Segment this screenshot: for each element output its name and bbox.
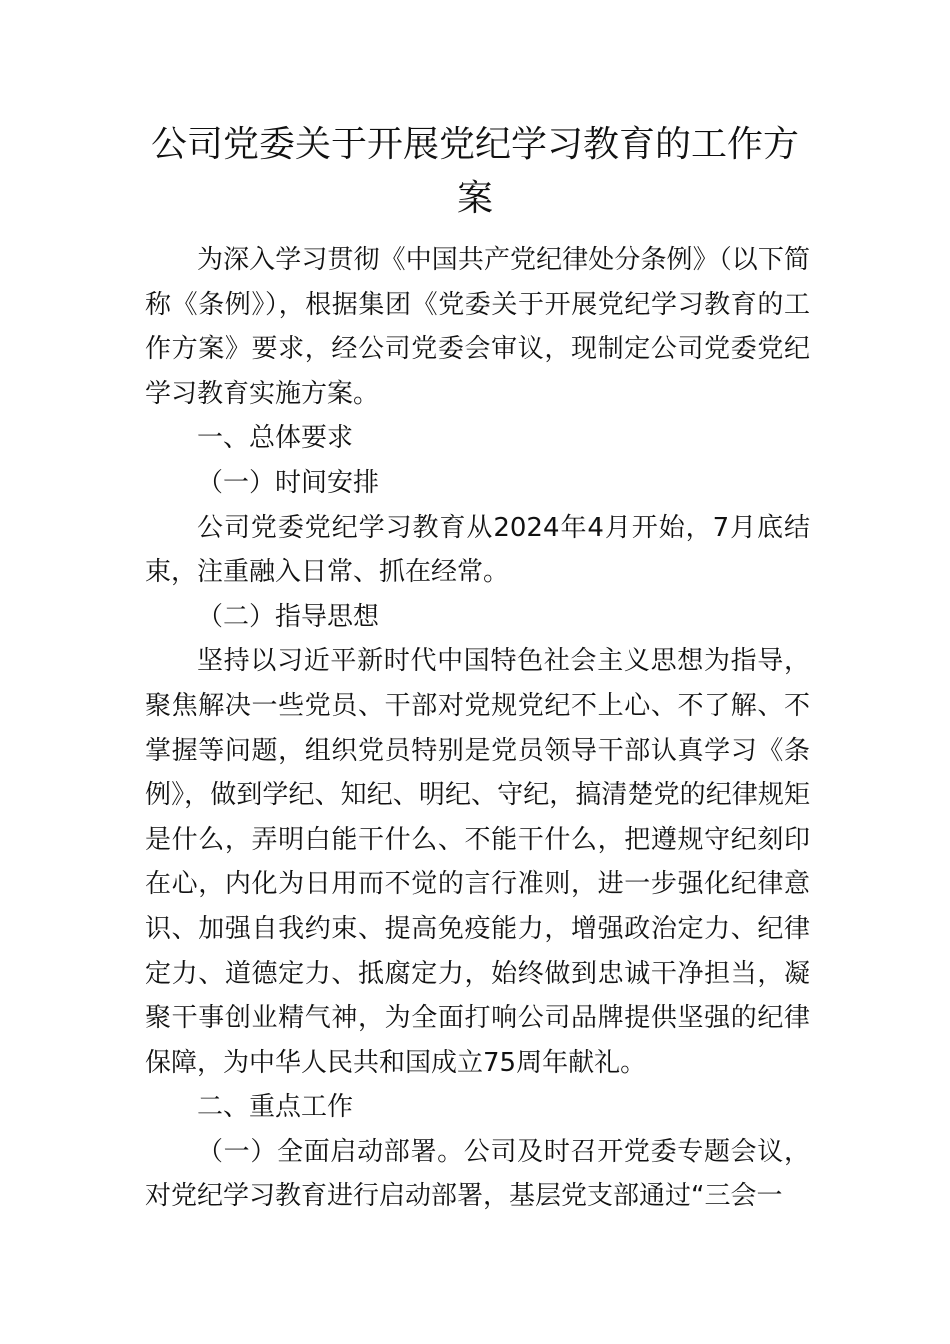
document-title: 公司党委关于开展党纪学习教育的工作方案 [150, 124, 799, 219]
heading-general-requirements: 一、总体要求 [197, 423, 354, 454]
paragraph-time-schedule: 公司党委党纪学习教育从2024年4月开始，7月底结束，注重融入日常、抓在经常。 [145, 512, 810, 588]
paragraph-guiding-thought: 坚持以习近平新时代中国特色社会主义思想为指导，聚焦解决一些党员、干部对党规党纪不上心、不了解、不掌握等问题，组织党员特别是党员领导干部认真学习《条例》，做到学纪、知纪、明纪、守纪，搞清楚党的纪律规矩是什么，弄明白能干什么、不能干什么，把遵规守纪刻印在心，内化为日用而不觉的言行准则，进一步强化纪律意识、加强自我约束、提高免疫能力，增强政治定力、纪律定力、道德定力、抵腐定力，始终做到忠诚干净担当，凝聚干事创业精气神，为全面打响公司品牌提供坚强的纪律保障，为中华人民共和国成立75周年献礼。 [145, 646, 810, 1078]
heading-key-work: 二、重点工作 [197, 1092, 354, 1123]
subheading-guiding-thought: （二）指导思想 [197, 601, 380, 632]
paragraph-intro: 为深入学习贯彻《中国共产党纪律处分条例》（以下简称《条例》），根据集团《党委关于开展党纪学习教育的工作方案》要求，经公司党委会审议，现制定公司党委党纪学习教育实施方案。 [145, 245, 810, 409]
document-body [145, 238, 810, 1219]
paragraph-launch-deployment: （一）全面启动部署。公司及时召开党委专题会议，对党纪学习教育进行启动部署，基层党支部通过“三会一 [145, 1136, 810, 1212]
subheading-time-schedule: （一）时间安排 [197, 467, 380, 498]
